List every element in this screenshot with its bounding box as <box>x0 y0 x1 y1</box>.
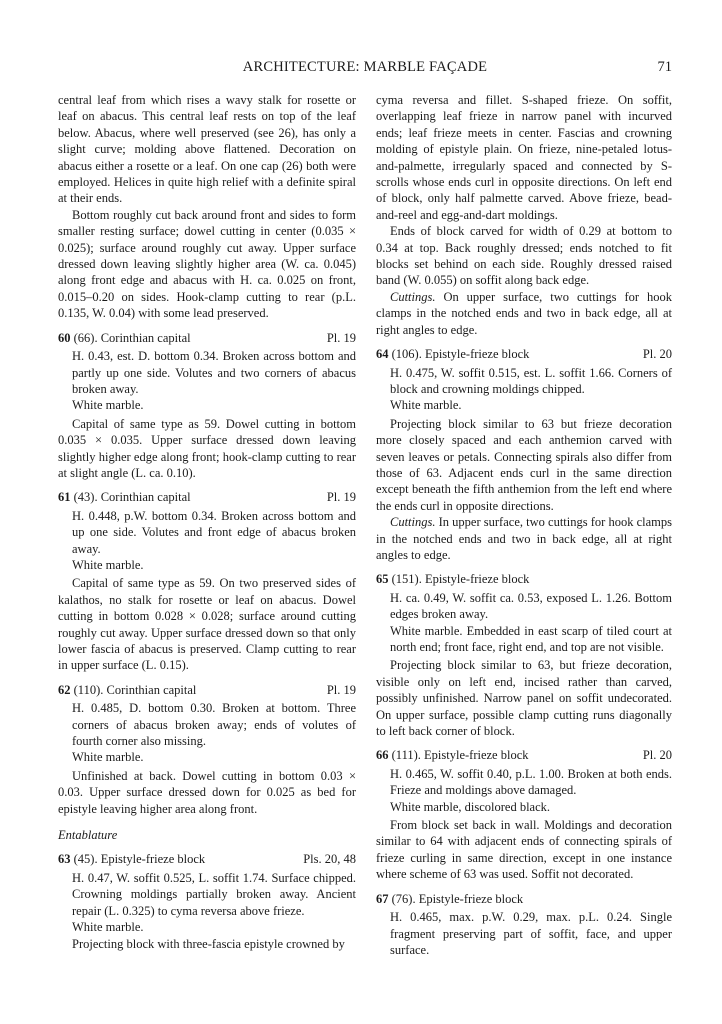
entry-dimensions: H. 0.465, W. soffit 0.40, p.L. 1.00. Broken at both ends. Frieze and moldings above damaged. <box>390 766 672 798</box>
paragraph <box>376 289 672 338</box>
entry-number: 64 <box>376 347 389 362</box>
running-title: ARCHITECTURE: MARBLE FAÇADE <box>242 59 488 75</box>
right-column <box>376 92 672 958</box>
entry-dimensions: H. 0.465, max. p.W. 0.29, max. p.L. 0.24. Single fragment preserving part of soffit, face, and upper surface. <box>390 910 672 957</box>
entry-number: 65 <box>376 572 389 587</box>
entry-dimensions: H. 0.475, W. soffit 0.515, est. L. soffit 1.66. Corners of block and crowning moldings chipped. <box>390 365 672 396</box>
catalog-entry-heading-60 <box>58 330 356 346</box>
section-heading: Entablature <box>58 828 118 843</box>
plate-reference: Pl. 20 <box>642 347 672 362</box>
running-head <box>58 59 672 79</box>
paragraph: central leaf from which rises a wavy stalk for rosette or leaf on abacus. This central leaf rests on top of the leaf below. Abacus, where well preserved (see 26), has only a slight curve; molding above flattened. Decoration on abacus either a rosette or a leaf. On one cap (26) both were employed. Helices in quite high relief with a definite spiral at their ends. <box>58 93 356 206</box>
page-number: 71 <box>657 59 672 75</box>
entry-title: (66). Corinthian capital <box>70 330 191 345</box>
entry-text: Capital of same type as 59. On two preserved sides of kalathos, no stalk for rosette or leaf on abacus. Dowel cutting in bottom 0.028 × 0.028; surface around cutting roughly cut away. Upper surface dressed down so that only lower fascia of abacus is preserved. Clamp cutting to rear in upper surface (L. 0.15). <box>58 576 356 673</box>
entry-text: Projecting block similar to 63, but frieze decoration, visible only on left end, incised rather than carved, possibly unfinished. Narrow panel on soffit undecorated. On upper surface, possible clamp cutting runs diagonally to left back corner of block. <box>376 658 672 739</box>
catalog-entry-heading-63 <box>58 851 356 867</box>
paragraph <box>376 514 672 563</box>
entry-material: White marble. <box>72 557 144 572</box>
cuttings-text: In upper surface, two cuttings for hook clamps in the notched ends and two in back edge, all at right angles to edge. <box>376 515 672 562</box>
entry-material: White marble, discolored black. <box>390 799 551 814</box>
plate-reference: Pl. 19 <box>326 330 356 345</box>
plate-reference: Pl. 19 <box>326 490 356 505</box>
catalog-entry-heading-62 <box>58 682 356 698</box>
cuttings-text: On upper surface, two cuttings for hook clamps in the notched ends and two in back edge, all at right angles to edge. <box>376 289 672 337</box>
plate-reference: Pl. 20 <box>642 748 672 763</box>
entry-title: (76). Epistyle-frieze block <box>388 891 524 906</box>
catalog-entry-heading-65 <box>376 571 672 587</box>
entry-title: (111). Epistyle-frieze block <box>388 748 529 763</box>
paragraph: Ends of block carved for width of 0.29 at bottom to 0.34 at top. Back roughly dressed; ends notched to fit blocks set behind on each side. Roughly dressed raised band (W. 0.055) on soffit along back edge. <box>376 224 672 288</box>
entry-number: 60 <box>58 330 71 345</box>
entry-material: White marble. <box>72 920 144 935</box>
entry-title: (151). Epistyle-frieze block <box>388 572 530 587</box>
entry-dimensions: H. 0.47, W. soffit 0.525, L. soffit 1.74. Surface chipped. Crowning moldings partially broken away. Ancient repair (L. 0.325) to cyma reversa above frieze. <box>72 870 356 918</box>
entry-text: Capital of same type as 59. Dowel cutting in bottom 0.035 × 0.035. Upper surface dressed down leaving slightly higher edge along front; hook-clamp cutting to rear at slight angle (L. ca. 0.10). <box>58 416 356 480</box>
entry-title: (43). Corinthian capital <box>70 490 191 505</box>
entry-material: White marble. Embedded in east scarp of tiled court at north end; front face, right end, and top are not visible. <box>390 623 672 654</box>
entry-number: 63 <box>58 852 71 867</box>
entry-title: (45). Epistyle-frieze block <box>70 852 206 867</box>
entry-text: Projecting block with three-fascia epistyle crowned by <box>72 936 345 951</box>
catalog-entry-heading-67 <box>376 891 672 907</box>
cuttings-label: Cuttings. <box>390 289 436 304</box>
paragraph: cyma reversa and fillet. S-shaped frieze. On soffit, overlapping leaf frieze in narrow panel with incurved ends; leaf frieze meets in center. Fascias and crowning molding of epistyle plain. On frieze, nine-petaled lotus-and-palmette, irregularly spaced and connected by S-scrolls whose ends curl in opposite directions. On left end of block, only half palmette carved. Above frieze, bead-and-reel and egg-and-dart moldings. <box>376 93 672 222</box>
entry-text: From block set back in wall. Moldings and decoration similar to 64 with adjacent ends of connecting spirals of frieze curling in same direction, except in one instance where scheme of 63 was used. Soffit not decorated. <box>376 818 672 882</box>
entry-text: Unfinished at back. Dowel cutting in bottom 0.03 × 0.03. Upper surface dressed down for 0.025 as bed for epistyle leaving higher area along front. <box>58 768 356 816</box>
catalog-entry-heading-64 <box>376 346 672 362</box>
entry-number: 67 <box>376 891 389 906</box>
entry-material: White marble. <box>72 398 144 413</box>
entry-number: 66 <box>376 748 389 763</box>
entry-title: (110). Corinthian capital <box>70 682 197 697</box>
plate-reference: Pl. 19 <box>326 682 356 697</box>
paragraph: Bottom roughly cut back around front and sides to form smaller resting surface; dowel cutting in center (0.035 × 0.025); surface around roughly cut away. Upper surface dressed down leaving slightly higher area (W. ca. 0.045) along front edge and abacus with H. ca. 0.025 on front, 0.015–0.20 on sides. Hook-clamp cutting to rear (p.L. 0.135, W. 0.04) with some lead preserved. <box>58 207 356 321</box>
entry-dimensions: H. 0.448, p.W. bottom 0.34. Broken across bottom and up one side. Volutes and front edge of abacus broken away. <box>72 508 356 556</box>
left-column <box>58 92 356 952</box>
entry-material: White marble. <box>72 750 144 765</box>
entry-number: 62 <box>58 682 71 697</box>
entry-dimensions: H. ca. 0.49, W. soffit ca. 0.53, exposed L. 1.26. Bottom edges broken away. <box>390 590 672 622</box>
entry-material: White marble. <box>390 398 462 413</box>
entry-title: (106). Epistyle-frieze block <box>388 347 530 362</box>
entry-text: Projecting block similar to 63 but frieze decoration more closely spaced and each anthemion carved with seven leaves or petals. Connecting spirals also differ from those of 63. Adjacent ends curl in the same direction except beneath the fifth anthemion from the left end where the ends curl in opposite directions. <box>376 416 672 513</box>
entry-dimensions: H. 0.485, D. bottom 0.30. Broken at bottom. Three corners of abacus broken away; ends of volutes of fourth corner also missing. <box>72 701 356 749</box>
catalog-entry-heading-61 <box>58 489 356 505</box>
entry-number: 61 <box>58 490 71 505</box>
cuttings-label: Cuttings. <box>390 515 436 530</box>
catalog-entry-heading-66 <box>376 747 672 763</box>
plate-reference: Pls. 20, 48 <box>303 852 356 867</box>
entry-dimensions: H. 0.43, est. D. bottom 0.34. Broken across bottom and partly up one side. Volutes and two corners of abacus broken away. <box>72 349 356 396</box>
